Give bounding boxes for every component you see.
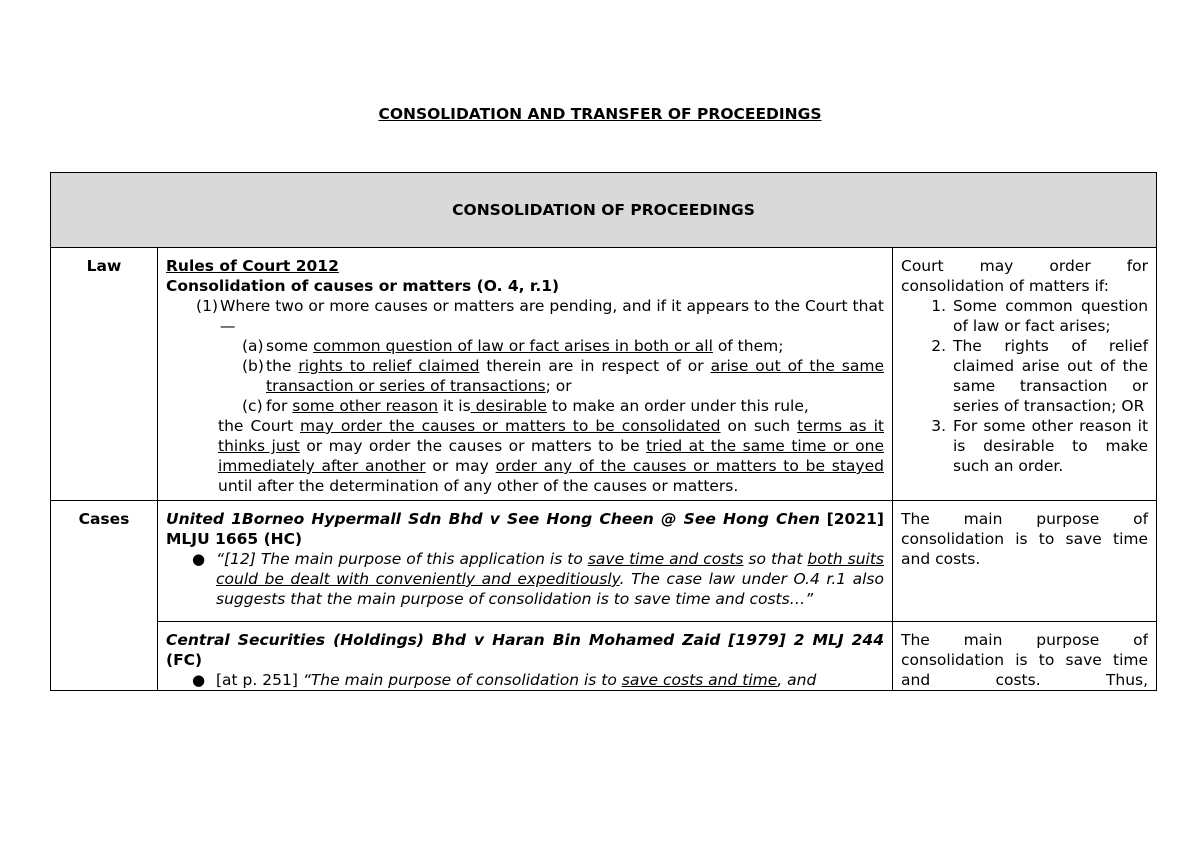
sub-text: for some other reason it is desirable to make an order under this rule,: [266, 397, 809, 415]
sub-item-c: [242, 396, 884, 416]
section-header: CONSOLIDATION OF PROCEEDINGS: [51, 173, 1157, 248]
case-2-quote: ● [at p. 251] “The main purpose of consolidation is to save costs and time, and: [216, 670, 884, 690]
sub-number: (a): [242, 337, 264, 355]
summary-item: 3. For some other reason it is desirable to make such an order.: [951, 416, 1148, 476]
law-label: Law: [51, 248, 158, 501]
header-row: [51, 173, 1157, 248]
cases-label: Cases: [51, 501, 158, 691]
source-title: Rules of Court 2012: [166, 257, 339, 275]
case-1-quotes: [166, 549, 884, 609]
summary-list: [901, 296, 1148, 476]
law-summary: [893, 248, 1157, 501]
case-1-summary: The main purpose of consolidation is to save time and costs.: [893, 501, 1157, 622]
case-1-title: United 1Borneo Hypermall Sdn Bhd v See Hong Cheen @ See Hong Chen [2021] MLJU 1665 (HC): [166, 510, 884, 548]
item-text: Where two or more causes or matters are pending, and if it appears to the Court that—: [220, 297, 884, 335]
sub-number: (b): [242, 357, 264, 375]
sub-text: some common question of law or fact arises in both or all of them;: [266, 337, 784, 355]
rule-item-1: [166, 296, 884, 336]
rule-heading: Consolidation of causes or matters (O. 4, r.1): [166, 277, 560, 295]
case-row: [51, 622, 1157, 691]
case-2-summary: The main purpose of consolidation is to save time and costs. Thus,: [893, 622, 1157, 691]
case-2-content: [158, 622, 893, 691]
summary-item: 1. Some common question of law or fact arises;: [951, 296, 1148, 336]
case-row: [51, 501, 1157, 622]
sub-item-a: [242, 336, 884, 356]
consolidation-table: [50, 172, 1157, 691]
summary-intro: Court may order for consolidation of matters if:: [901, 257, 1149, 295]
item-number: (1): [196, 297, 218, 315]
law-content: [158, 248, 893, 501]
case-2-title: Central Securities (Holdings) Bhd v Haran Bin Mohamed Zaid [1979] 2 MLJ 244 (FC): [166, 631, 884, 669]
law-row: [51, 248, 1157, 501]
sub-text: the rights to relief claimed therein are in respect of or arise out of the same transaction or series of transactions; or: [266, 357, 884, 395]
case-1-content: [158, 501, 893, 622]
rule-conclusion: the Court may order the causes or matters to be consolidated on such terms as it thinks just or may order the causes or matters to be tried at the same time or one immediately after another or may order any of the causes or matters to be stayed until after the determination of any other of the causes or matters.: [218, 417, 884, 495]
summary-item: 2. The rights of relief claimed arise out of the same transaction or series of transaction; OR: [951, 336, 1148, 416]
document-title: CONSOLIDATION AND TRANSFER OF PROCEEDINGS: [378, 105, 822, 123]
sub-number: (c): [242, 397, 263, 415]
sub-item-b: [242, 356, 884, 396]
case-1-quote: ● “[12] The main purpose of this application is to save time and costs so that both suits could be dealt with conveniently and expeditiously. The case law under O.4 r.1 also suggests that the main purpose of consolidation is to save time and costs…”: [216, 549, 884, 609]
case-2-quotes: [166, 670, 884, 690]
